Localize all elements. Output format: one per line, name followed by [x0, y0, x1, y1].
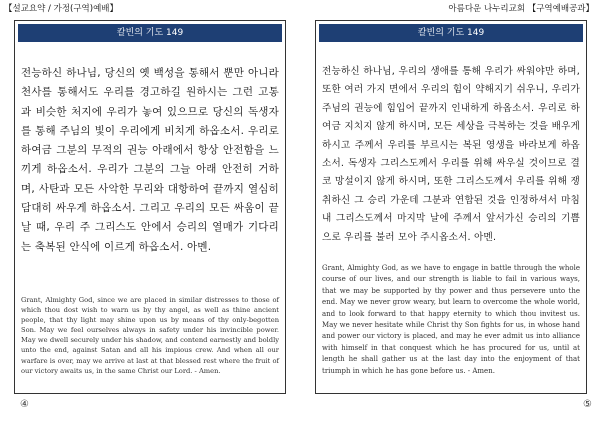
left-page-title: 칼빈의 기도 149	[18, 24, 282, 42]
left-page-number: ④	[20, 399, 29, 410]
left-korean-prayer: 전능하신 하나님, 당신의 옛 백성을 통해서 뿐만 아니라 천사를 통해서도 우리를 경고하길 원하시는 그런 고통과 비슷한 처지에 우리가 놓여 있으므로 당신의 독생자를 통해 주님의 빛이 우리에게 비치게 하옵소서. 우리로 하여금 그분의 무적의 권능 아래에서 항상 안전함을 느끼게 하옵소서. 우리가 그분의 그늘 아래 안전히 거하며, 사탄과 모든 사악한 무리와 대항하여 끝까지 열심히 담대히 싸우게 하옵소서. 그리고 우리의 모든 싸움이 끝날 때, 우리 주 그리스도 안에서 승리의 열매가 기다리는 축복된 안식에 이르게 하옵소서. 아멘.	[21, 67, 279, 253]
right-english-prayer: Grant, Almighty God, as we have to engage in battle through the whole course of our lives, and our strength is liable to fail in various ways, that we may be supported by thy power and thus persevere unto the end. May we never grow weary, but learn to overcome the whole world, and to look forward to that happy eternity to which thou invitest us. May we never hesitate while Christ thy Son fights for us, in whose hand and power our victory is placed, and may he ever admit us into alliance with himself in that conquest which he has procured for us, until at length he shall gather us at the last day into the enjoyment of that triumph in which he has gone before us. - Amen.	[322, 264, 580, 375]
right-page-number: ⑤	[583, 399, 592, 410]
right-page-title: 칼빈의 기도 149	[319, 24, 583, 42]
right-page	[315, 20, 587, 394]
left-english-prayer: Grant, Almighty God, since we are placed in similar distresses to those of which thou dost wish to warn us by thy angel, as well as thine ancient people, that thy light may shine upon us by means of thy only-begotten Son. May we feel ourselves always in safety under his invincible power. May we dwell securely under his shadow, and contend earnestly and boldly unto the end, against Satan and all his impious crew. And when all our warfare is over, may we arrive at last at that blessed rest where the fruit of our victory awaits us, in the same Christ our Lord. - Amen.	[21, 296, 279, 375]
header-left: 【설교요약 / 가정(구역)예배】	[4, 4, 119, 14]
header-right: 아름다운 나누리교회 【구역예배공과】	[448, 4, 594, 14]
right-korean-prayer: 전능하신 하나님, 우리의 생애를 통해 우리가 싸워야만 하며, 또한 여러 가지 면에서 우리의 힘이 약해지기 쉬우니, 우리가 주님의 권능에 힘입어 끝까지 인내하게 하옵소서. 우리로 하여금 지치지 않게 하시며, 모든 세상을 극복하는 것을 배우게 하시고 주께서 우리를 부르시는 복된 영생을 바라보게 하옵소서. 독생자 그리스도께서 우리를 위해 싸우실 것이므로 결코 망설이지 않게 하시며, 또한 그리스도께서 우리를 위해 쟁취하신 그 승리 가운데 그분과 연합된 것을 인정하셔서 마침내 그리스도께서 마지막 날에 주께서 앞서가신 승리의 기쁨으로 우리를 불러 모아 주시옵소서. 아멘.	[322, 66, 580, 243]
left-page	[14, 20, 286, 394]
